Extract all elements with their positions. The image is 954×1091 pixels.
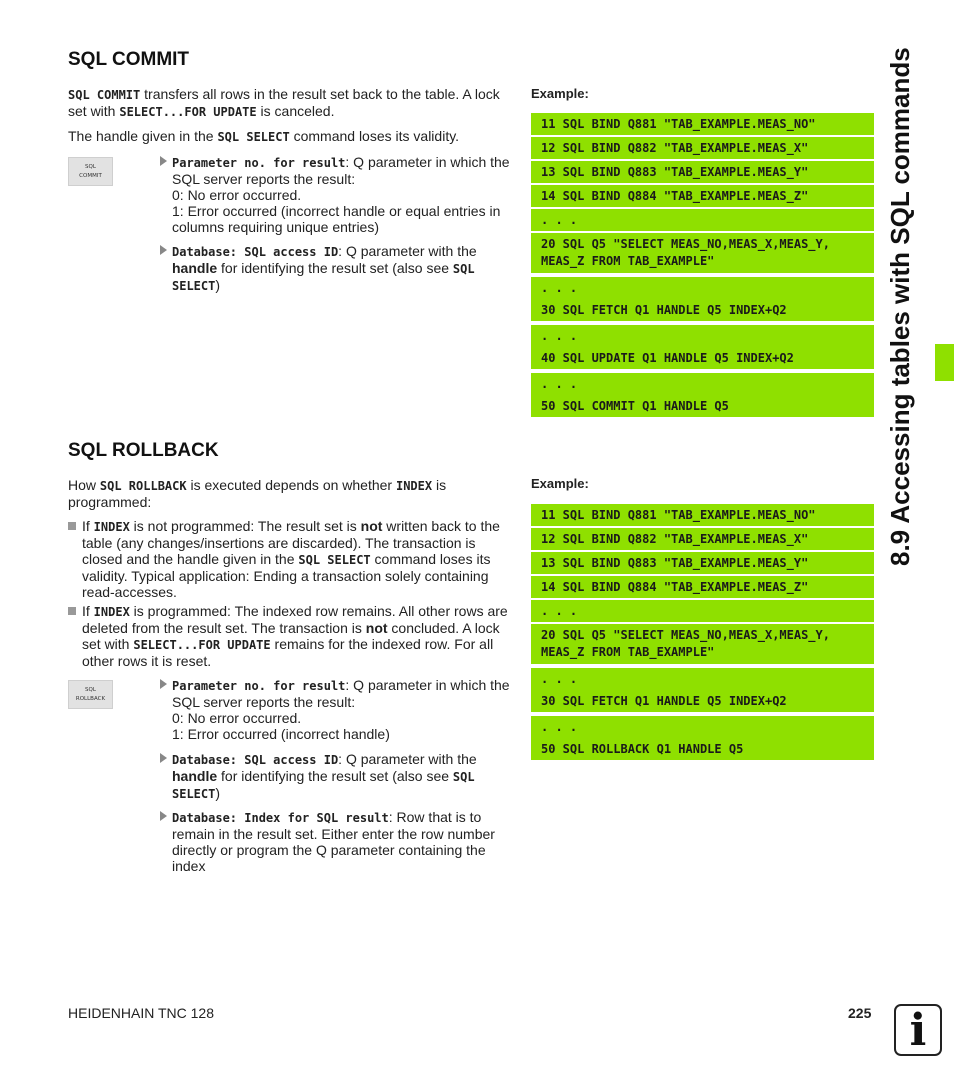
code-line: 14 SQL BIND Q884 "TAB_EXAMPLE.MEAS_Z" (531, 185, 874, 207)
text-run: transfers all rows in the result set back to the table. A lock set with (68, 86, 500, 119)
chapter-title: 8.9 Accessing tables with SQL commands (885, 47, 915, 566)
code-line: 30 SQL FETCH Q1 HANDLE Q5 INDEX+Q2 (531, 299, 874, 321)
text-run: If (82, 518, 94, 534)
text-run: is programmed: (68, 477, 447, 510)
arrow-right-icon (160, 811, 167, 821)
arrow-right-icon (160, 753, 167, 763)
code-keyword: SELECT...FOR UPDATE (133, 638, 271, 652)
code-line: 50 SQL COMMIT Q1 HANDLE Q5 (531, 395, 874, 417)
code-keyword: SQL SELECT (172, 770, 475, 801)
example-label-rollback: Example: (531, 476, 589, 491)
code-keyword: Database: SQL access ID (172, 245, 339, 259)
text-run: ) (215, 277, 221, 293)
code-line: 50 SQL ROLLBACK Q1 HANDLE Q5 (531, 738, 874, 760)
text-run: written back to the table (any changes/insertions are discarded). The transaction is closed and the handle given in the (82, 518, 500, 567)
rollback-param-result (160, 677, 512, 742)
code-line: 12 SQL BIND Q882 "TAB_EXAMPLE.MEAS_X" (531, 528, 874, 550)
text-run: is canceled. (256, 103, 335, 119)
softkey-sql-rollback: SQL ROLLBACK (68, 680, 113, 709)
text-run: : Q parameter in which the SQL server reports the result: (172, 677, 510, 710)
text-run: command loses its validity. Typical application: Ending a transaction solely containing read-accesses. (82, 551, 491, 600)
text-run: : Q parameter with the (338, 243, 477, 259)
code-line: . . . (531, 277, 874, 299)
code-keyword: SQL SELECT (217, 130, 290, 144)
text-run: is not programmed: The result set is (129, 518, 361, 534)
text-run: ) (215, 785, 221, 801)
text-run: : Row that is to remain in the result set. Either enter the row number directly or program the Q parameter containing the index (172, 809, 495, 874)
code-line: 20 SQL Q5 "SELECT MEAS_NO,MEAS_X,MEAS_Y, MEAS_Z FROM TAB_EXAMPLE" (531, 233, 874, 273)
text-run: How (68, 477, 100, 493)
section-heading-commit: SQL COMMIT (68, 49, 190, 70)
arrow-right-icon (160, 679, 167, 689)
bullet-square-icon (68, 607, 76, 615)
code-line: 40 SQL UPDATE Q1 HANDLE Q5 INDEX+Q2 (531, 347, 874, 369)
code-keyword: Database: Index for SQL result (172, 811, 389, 825)
bold-term: handle (172, 768, 218, 784)
code-line: . . . (531, 325, 874, 347)
commit-paragraph-1 (68, 86, 510, 120)
text-run: The handle given in the (68, 128, 218, 144)
rollback-bullet-1 (68, 518, 510, 600)
text-run: is programmed: The indexed row remains. All other rows are deleted from the result set. The transaction is (82, 603, 508, 636)
text-run: for identifying the result set (also see (217, 260, 453, 276)
text-run: command loses its validity. (289, 128, 460, 144)
code-line: . . . (531, 716, 874, 738)
footer-product-name: HEIDENHAIN TNC 128 (68, 1005, 215, 1021)
code-line: . . . (531, 373, 874, 395)
softkey-sql-commit: SQL COMMIT (68, 157, 113, 186)
text-run: concluded. A lock set with (82, 620, 500, 652)
commit-param-result (160, 154, 512, 235)
code-line: 20 SQL Q5 "SELECT MEAS_NO,MEAS_X,MEAS_Y, MEAS_Z FROM TAB_EXAMPLE" (531, 624, 874, 664)
rollback-bullet-2 (68, 603, 510, 669)
code-line: 13 SQL BIND Q883 "TAB_EXAMPLE.MEAS_Y" (531, 552, 874, 574)
rollback-param-index (160, 809, 512, 874)
code-keyword: SQL SELECT (298, 553, 371, 567)
page-number: 225 (848, 1005, 872, 1021)
code-keyword: INDEX (93, 520, 130, 534)
code-line: 11 SQL BIND Q881 "TAB_EXAMPLE.MEAS_NO" (531, 504, 874, 526)
text-run: If (82, 603, 94, 619)
code-line: 13 SQL BIND Q883 "TAB_EXAMPLE.MEAS_Y" (531, 161, 874, 183)
code-keyword: SQL COMMIT (68, 88, 141, 102)
rollback-paragraph-1 (68, 477, 510, 510)
bold-term: not (365, 620, 388, 636)
code-keyword: SELECT...FOR UPDATE (119, 105, 257, 119)
code-keyword: SQL ROLLBACK (99, 479, 187, 493)
code-keyword: SQL SELECT (172, 262, 475, 293)
commit-paragraph-2 (68, 128, 510, 145)
bold-term: handle (172, 260, 218, 276)
code-keyword: Parameter no. for result (172, 156, 346, 170)
code-keyword: INDEX (395, 479, 433, 493)
arrow-right-icon (160, 245, 167, 255)
text-run: 0: No error occurred. (172, 187, 302, 203)
code-line: . . . (531, 209, 874, 231)
text-run: is executed depends on whether (186, 477, 396, 493)
code-line: 12 SQL BIND Q882 "TAB_EXAMPLE.MEAS_X" (531, 137, 874, 159)
chapter-tab-marker (935, 344, 954, 381)
text-run: : Q parameter in which the SQL server reports the result: (172, 154, 510, 187)
text-run: 0: No error occurred. (172, 710, 302, 726)
text-run: 1: Error occurred (incorrect handle) (172, 726, 390, 742)
text-run: 1: Error occurred (incorrect handle or equal entries in columns requiring unique entries) (172, 203, 501, 235)
section-heading-rollback: SQL ROLLBACK (68, 440, 219, 461)
text-run: for identifying the result set (also see (217, 768, 453, 784)
code-keyword: Database: SQL access ID (172, 753, 339, 767)
example-label-commit: Example: (531, 86, 589, 101)
arrow-right-icon (160, 156, 167, 166)
code-line: . . . (531, 600, 874, 622)
bold-term: not (360, 518, 383, 534)
commit-param-access-id (160, 243, 512, 294)
text-run: remains for the indexed row. For all other rows it is reset. (82, 636, 494, 669)
text-run: : Q parameter with the (338, 751, 477, 767)
code-keyword: INDEX (93, 605, 130, 619)
code-line: 11 SQL BIND Q881 "TAB_EXAMPLE.MEAS_NO" (531, 113, 874, 135)
code-keyword: Parameter no. for result (172, 679, 346, 693)
code-line: 30 SQL FETCH Q1 HANDLE Q5 INDEX+Q2 (531, 690, 874, 712)
rollback-param-access-id (160, 751, 512, 802)
code-line: . . . (531, 668, 874, 690)
code-line: 14 SQL BIND Q884 "TAB_EXAMPLE.MEAS_Z" (531, 576, 874, 598)
bullet-square-icon (68, 522, 76, 530)
info-icon: i (894, 1004, 942, 1056)
